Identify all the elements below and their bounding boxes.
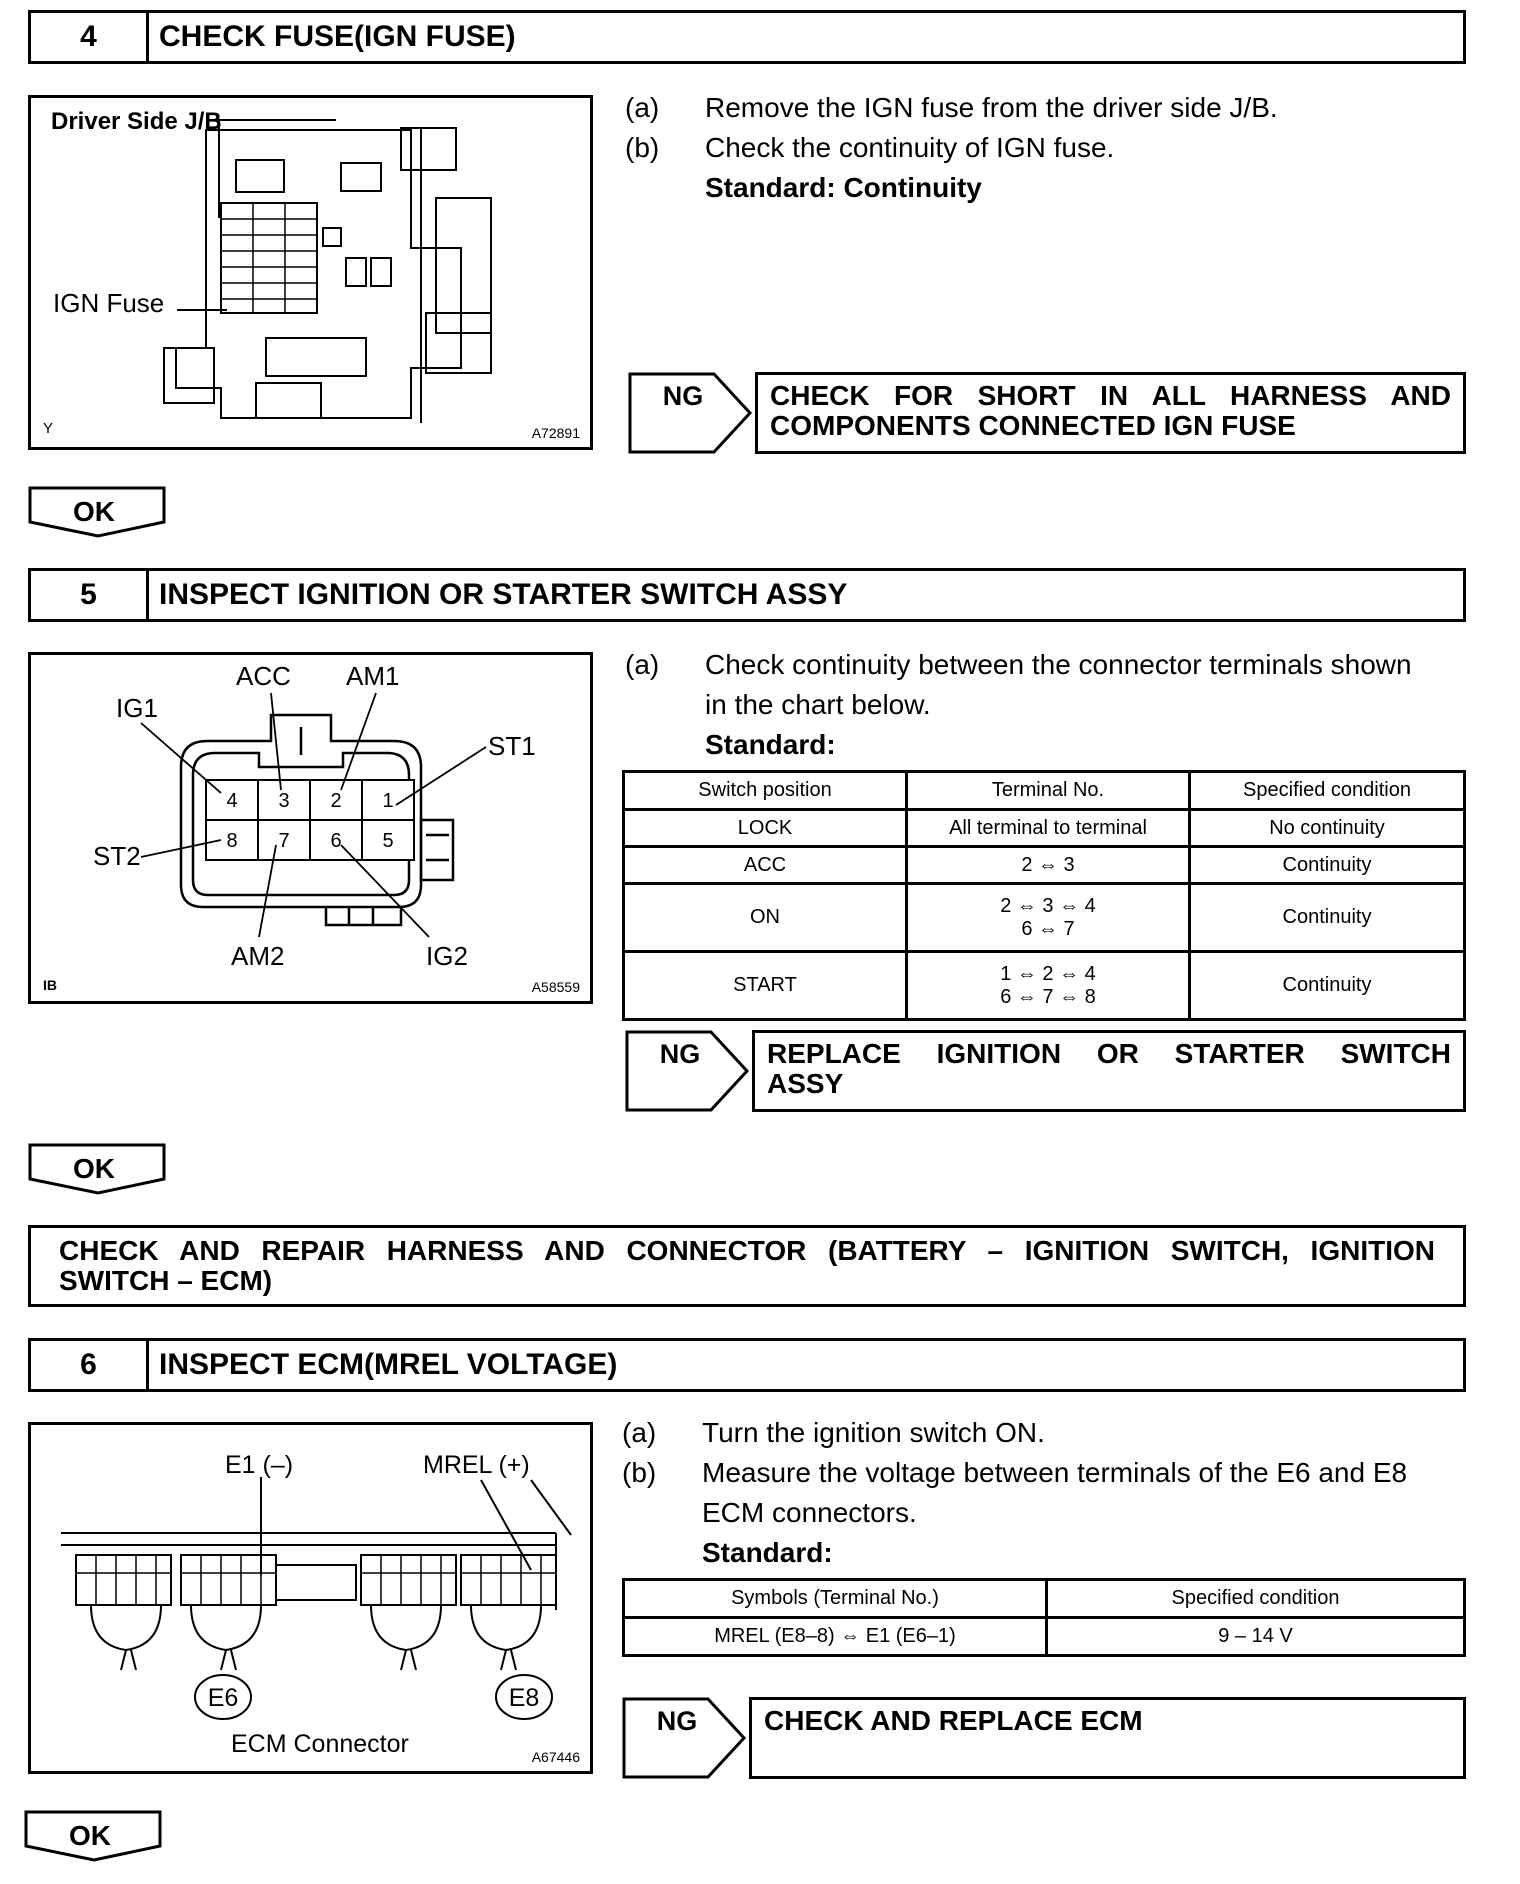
step6-instruction-a: (a) Turn the ignition switch ON. — [622, 1417, 1045, 1448]
step6-ok-tag — [24, 1810, 164, 1862]
label-e6: E6 — [207, 1684, 239, 1712]
step5-instruction-a: (a) Check continuity between the connector terminals shown in the chart below. — [625, 649, 1412, 720]
terminal-5: 5 — [382, 830, 394, 852]
table-row: LOCK All terminal to terminal No continuity — [624, 810, 1465, 847]
table-header: Specified condition — [1190, 772, 1465, 810]
ignition-switch-connector-drawing — [31, 655, 590, 1001]
corner-mark: Y — [43, 420, 54, 437]
ecm-connector-drawing — [31, 1425, 590, 1771]
table-row: START 1 ⇔ 2 ⇔ 4 6 ⇔ 7 ⇔ 8 Continuity — [624, 952, 1465, 1020]
step6-standard: Standard: — [702, 1537, 833, 1568]
jb-title: Driver Side J/B — [51, 108, 222, 135]
step5-ok-label: OK — [73, 1153, 115, 1184]
step4-number: 4 — [31, 13, 149, 61]
table-row: ACC 2 ⇔ 3 Continuity — [624, 847, 1465, 884]
step6-figure — [28, 1422, 593, 1774]
step4-ok-label: OK — [73, 496, 115, 527]
step5-continuity-table — [622, 770, 1466, 1021]
step5-header — [28, 568, 1466, 622]
figure-code: A58559 — [531, 979, 580, 995]
terminal-2: 2 — [330, 790, 342, 812]
table-row: MREL (E8–8) ⇔ E1 (E6–1) 9 – 14 V — [624, 1618, 1465, 1656]
terminal-1: 1 — [382, 790, 394, 812]
ecm-caption: ECM Connector — [231, 1730, 409, 1758]
step6-voltage-table — [622, 1578, 1466, 1657]
terminal-4: 4 — [226, 790, 238, 812]
terminal-3: 3 — [278, 790, 290, 812]
step5-ng-label: NG — [659, 1039, 701, 1069]
step5-ng-action: REPLACE IGNITION OR STARTER SWITCH ASSY — [752, 1030, 1466, 1112]
table-header-row — [624, 772, 1465, 810]
step4-ng-action: CHECK FOR SHORT IN ALL HARNESS AND COMPONENTS CONNECTED IGN FUSE — [755, 372, 1466, 454]
step4-header — [28, 10, 1466, 64]
label-am2: AM2 — [231, 941, 285, 971]
label-ig1: IG1 — [116, 693, 158, 723]
step4-standard: Standard: Continuity — [705, 172, 982, 203]
terminal-8: 8 — [226, 830, 238, 852]
label-mrel: MREL (+) — [423, 1451, 530, 1479]
step4-figure — [28, 95, 593, 450]
table-header: Specified condition — [1047, 1580, 1465, 1618]
label-e1: E1 (–) — [225, 1451, 294, 1479]
step6-ng-action: CHECK AND REPLACE ECM — [749, 1697, 1466, 1779]
corner-mark: IB — [43, 977, 57, 993]
step6-ng-arrow — [622, 1697, 750, 1779]
step6-number: 6 — [31, 1341, 149, 1389]
label-am1: AM1 — [346, 661, 400, 691]
step6-header — [28, 1338, 1466, 1392]
label-ig2: IG2 — [426, 941, 468, 971]
label-st2: ST2 — [93, 841, 141, 871]
step4-instruction-a: (a) Remove the IGN fuse from the driver side J/B. — [625, 92, 1278, 123]
label-st1: ST1 — [488, 731, 536, 761]
figure-code: A67446 — [531, 1749, 580, 1765]
junction-block-drawing — [31, 98, 590, 447]
terminal-7: 7 — [278, 830, 290, 852]
step6-title: INSPECT ECM(MREL VOLTAGE) — [159, 1348, 618, 1381]
step4-ng-label: NG — [662, 381, 704, 411]
table-header-row — [624, 1580, 1465, 1618]
table-header: Symbols (Terminal No.) — [624, 1580, 1047, 1618]
figure-code: A72891 — [531, 425, 580, 441]
step4-ng-arrow — [628, 372, 756, 454]
label-e8: E8 — [508, 1684, 540, 1712]
step6-instruction-b: (b) Measure the voltage between terminals of the E6 and E8 ECM connectors. — [622, 1457, 1408, 1528]
table-header: Switch position — [624, 772, 907, 810]
table-header: Terminal No. — [907, 772, 1190, 810]
repair-harness-box: CHECK AND REPAIR HARNESS AND CONNECTOR (BATTERY – IGNITION SWITCH, IGNITION SWITCH – ECM) — [28, 1225, 1466, 1307]
step6-ng-label: NG — [656, 1706, 698, 1736]
step4-instruction-b: (b) Check the continuity of IGN fuse. — [625, 132, 1115, 163]
step5-standard: Standard: — [705, 729, 836, 760]
terminal-6: 6 — [330, 830, 342, 852]
step5-figure — [28, 652, 593, 1004]
step4-ok-tag — [28, 486, 168, 538]
ign-fuse-callout: IGN Fuse — [53, 288, 165, 318]
label-acc: ACC — [236, 661, 291, 691]
step5-number: 5 — [31, 571, 149, 619]
table-row: ON 2 ⇔ 3 ⇔ 4 6 ⇔ 7 Continuity — [624, 884, 1465, 952]
step5-title: INSPECT IGNITION OR STARTER SWITCH ASSY — [159, 578, 848, 611]
step6-ok-label: OK — [69, 1820, 111, 1851]
step5-ng-arrow — [625, 1030, 753, 1112]
step4-title: CHECK FUSE(IGN FUSE) — [159, 20, 516, 53]
step5-ok-tag — [28, 1143, 168, 1195]
